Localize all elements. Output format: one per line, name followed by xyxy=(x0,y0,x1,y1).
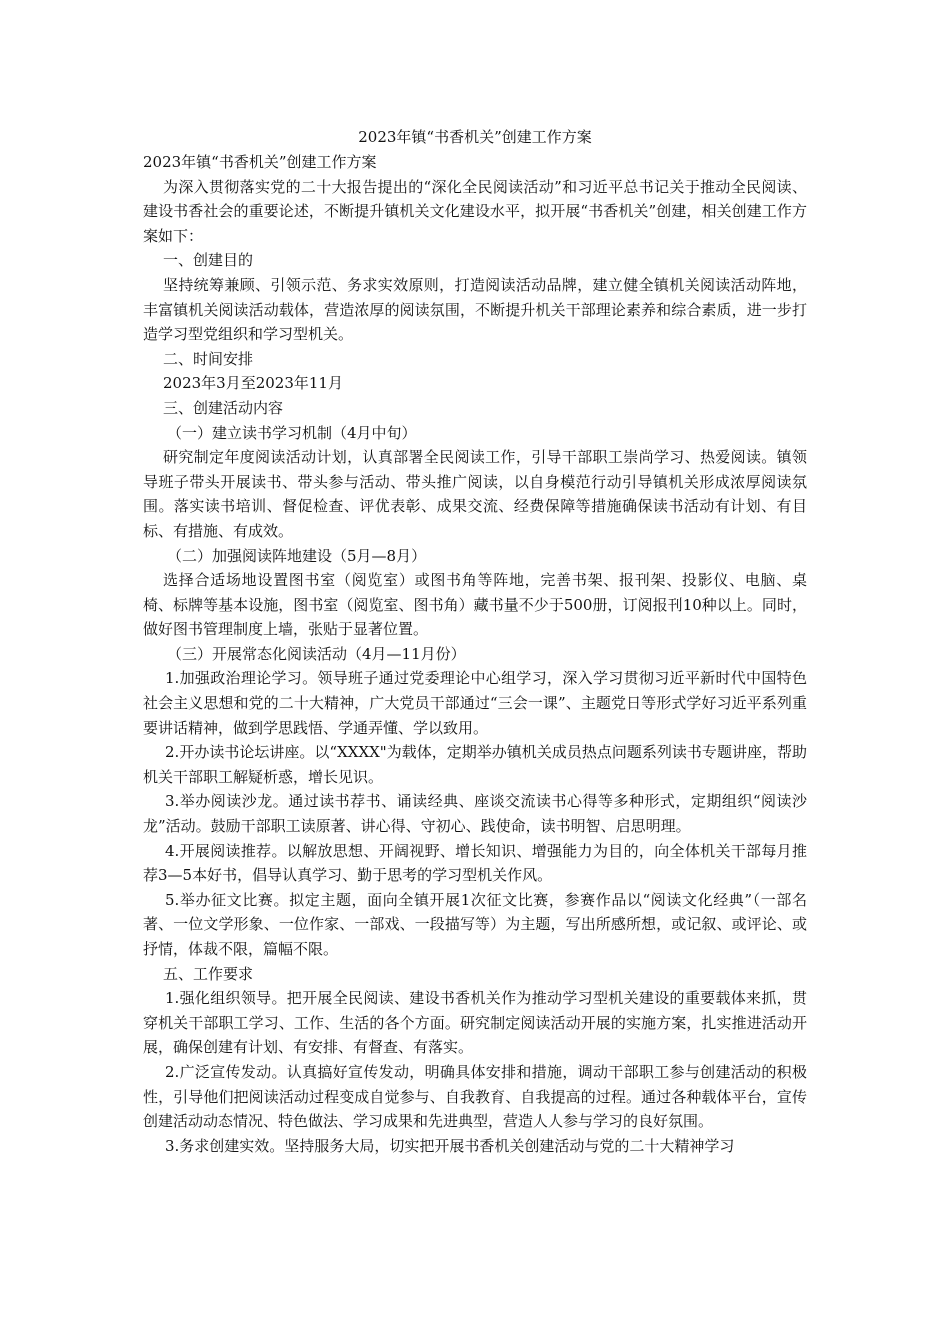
section-heading-activities: 三、创建活动内容 xyxy=(163,398,284,417)
requirement-item-3: 3.务求创建实效。坚持服务大局，切实把开展书香机关创建活动与党的二十大精神学习 xyxy=(165,1136,735,1155)
activity-item-5: 5.举办征文比赛。拟定主题，面向全镇开展1次征文比赛，参赛作品以“阅读文化经典”（一部名著、一位文学形象、一位作家、一部戏、一段描写等）为主题，写出所感所想，或记叙、或评论、或抒情，体裁不限，篇幅不限。 xyxy=(143,890,807,958)
section-heading-schedule: 二、时间安排 xyxy=(163,349,254,368)
subsection-heading-2: （二）加强阅读阵地建设（5月—8月） xyxy=(167,546,427,565)
activity-item-3: 3.举办阅读沙龙。通过读书荐书、诵读经典、座谈交流读书心得等多种形式，定期组织“阅读沙龙”活动。鼓励干部职工读原著、讲心得、守初心、践使命，读书明智、启思明理。 xyxy=(143,792,807,836)
requirement-item-1: 1.强化组织领导。把开展全民阅读、建设书香机关作为推动学习型机关建设的重要载体来抓，贯穿机关干部职工学习、工作、生活的各个方面。研究制定阅读活动开展的实施方案，扎实推进活动开展，确保创建有计划、有安排、有督查、有落实。 xyxy=(143,989,807,1057)
subsection-heading-3: （三）开展常态化阅读活动（4月—11月份） xyxy=(167,644,466,663)
activity-item-1: 1.加强政治理论学习。领导班子通过党委理论中心组学习，深入学习贯彻习近平新时代中国特色社会主义思想和党的二十大精神，广大党员干部通过“三会一课”、主题党日等形式学好习近平系列重要讲话精神，做到学思践悟、学通弄懂、学以致用。 xyxy=(143,669,807,737)
subsection-heading-1: （一）建立读书学习机制（4月中旬） xyxy=(167,423,417,442)
purpose-paragraph: 坚持统筹兼顾、引领示范、务求实效原则，打造阅读活动品牌，建立健全镇机关阅读活动阵地，丰富镇机关阅读活动载体，营造浓厚的阅读氛围，不断提升机关干部理论素养和综合素质，进一步打造学习型党组织和学习型机关。 xyxy=(143,275,807,344)
section-heading-requirements: 五、工作要求 xyxy=(163,964,254,983)
requirement-item-2: 2.广泛宣传发动。认真搞好宣传发动，明确具体安排和措施，调动干部职工参与创建活动的积极性，引导他们把阅读活动过程变成自觉参与、自我教育、自我提高的过程。通过各种载体平台，宣传创建活动动态情况、特色做法、学习成果和先进典型，营造人人参与学习的良好氛围。 xyxy=(143,1062,807,1131)
activity-item-2: 2.开办读书论坛讲座。以“XXXX"为载体，定期举办镇机关成员热点问题系列读书专题讲座，帮助机关干部职工解疑析惑，增长见识。 xyxy=(143,743,807,786)
subsection-paragraph-1: 研究制定年度阅读活动计划，认真部署全民阅读工作，引导干部职工崇尚学习、热爱阅读。镇领导班子带头开展读书、带头参与活动、带头推广阅读，以自身模范行动引导镇机关形成浓厚阅读氛围。落实读书培训、督促检查、评优表彰、成果交流、经费保障等措施确保读书活动有计划、有目标、有措施、有成效。 xyxy=(143,448,807,540)
document-page xyxy=(143,128,807,1158)
document-title: 2023年镇“书香机关”创建工作方案 xyxy=(358,128,592,146)
section-heading-purpose: 一、创建目的 xyxy=(163,251,254,270)
activity-item-4: 4.开展阅读推荐。以解放思想、开阔视野、增长知识、增强能力为目的，向全体机关干部每月推荐3—5本好书，倡导认真学习、勤于思考的学习型机关作风。 xyxy=(143,841,807,885)
subsection-paragraph-2: 选择合适场地设置图书室（阅览室）或图书角等阵地，完善书架、报刊架、投影仪、电脑、桌椅、标牌等基本设施，图书室（阅览室、图书角）藏书量不少于500册，订阅报刊10种以上。同时，做好图书管理制度上墙，张贴于显著位置。 xyxy=(143,571,807,639)
schedule-paragraph: 2023年3月至2023年11月 xyxy=(163,374,343,393)
subtitle-line: 2023年镇“书香机关”创建工作方案 xyxy=(143,153,377,171)
intro-paragraph: 为深入贯彻落实党的二十大报告提出的“深化全民阅读活动”和习近平总书记关于推动全民阅读、建设书香社会的重要论述，不断提升镇机关文化建设水平，拟开展“书香机关”创建，相关创建工作方案如下： xyxy=(143,177,807,245)
